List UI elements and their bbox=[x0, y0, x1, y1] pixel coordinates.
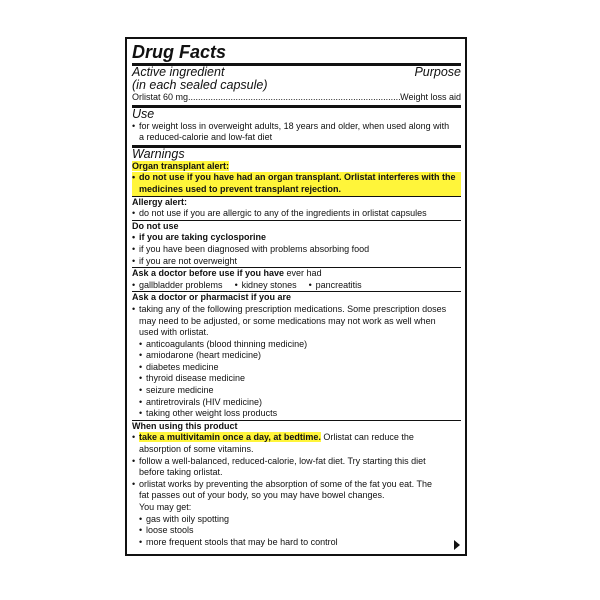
when-using-item-1 bbox=[132, 432, 461, 455]
medication-item: • taking other weight loss products bbox=[132, 408, 461, 420]
allergy-alert-text: • do not use if you are allergic to any of the ingredients in orlistat capsules bbox=[132, 208, 461, 220]
ask-pharmacist-line-2: may need to be adjusted, or some medications may not work as well when bbox=[139, 315, 436, 326]
transplant-alert-heading-text: Organ transplant alert: bbox=[132, 160, 230, 171]
medication-item: • antiretrovirals (HIV medicine) bbox=[132, 397, 461, 409]
ask-doctor-item: • gallbladder problems bbox=[132, 280, 223, 292]
medication-item: • diabetes medicine bbox=[132, 362, 461, 374]
medication-item: • amiodarone (heart medicine) bbox=[132, 350, 461, 362]
diet-line-2: before taking orlistat. bbox=[139, 467, 223, 478]
fat-line-1: orlistat works by preventing the absorption of some of the fat you eat. The bbox=[139, 478, 432, 489]
fat-line-2: fat passes out of your body, so you may have bowel changes. bbox=[139, 490, 385, 501]
do-not-use-item: • if you have been diagnosed with problems absorbing food bbox=[132, 244, 461, 256]
transplant-line-2: medicines used to prevent transplant rejection. bbox=[139, 183, 342, 194]
ask-pharmacist-line-3: used with orlistat. bbox=[139, 327, 209, 338]
use-line-2: a reduced-calorie and low-fat diet bbox=[139, 132, 273, 143]
do-not-use-item: • if you are not overweight bbox=[132, 256, 461, 268]
ingredient-name: Orlistat 60 mg bbox=[132, 92, 189, 102]
medication-item: • anticoagulants (blood thinning medicine) bbox=[132, 339, 461, 351]
when-using-item-3 bbox=[132, 479, 461, 514]
ask-doctor-item: • kidney stones bbox=[235, 280, 297, 292]
use-heading: Use bbox=[132, 106, 155, 121]
use-line-1: for weight loss in overweight adults, 18 years and older, when used along with bbox=[139, 120, 450, 131]
when-using-item-2 bbox=[132, 456, 461, 479]
active-ingredient-header bbox=[132, 66, 461, 92]
use-text bbox=[132, 121, 461, 144]
when-using-heading: When using this product bbox=[132, 420, 238, 431]
ask-doctor-items bbox=[132, 280, 461, 292]
side-effect-item: • loose stools bbox=[132, 525, 461, 537]
ask-pharmacist-text bbox=[132, 304, 461, 339]
when-using-line-2: absorption of some vitamins. bbox=[139, 444, 254, 455]
ask-doctor-heading-rest: ever had bbox=[284, 268, 322, 279]
continue-arrow-icon bbox=[454, 540, 460, 550]
medication-item: • thyroid disease medicine bbox=[132, 373, 461, 385]
transplant-alert-text bbox=[132, 172, 461, 195]
active-ingredient-heading: Active ingredient bbox=[132, 65, 225, 79]
ask-doctor-heading bbox=[132, 268, 461, 280]
fat-line-3: You may get: bbox=[139, 502, 192, 512]
active-ingredient-subheading: (in each sealed capsule) bbox=[132, 78, 268, 92]
medication-item: • seizure medicine bbox=[132, 385, 461, 397]
panel-title: Drug Facts bbox=[132, 42, 227, 62]
side-effect-item: • gas with oily spotting bbox=[132, 514, 461, 526]
ask-pharmacist-heading: Ask a doctor or pharmacist if you are bbox=[132, 292, 292, 303]
diet-line-1: follow a well-balanced, reduced-calorie, low-fat diet. Try starting this diet bbox=[139, 455, 426, 466]
ask-doctor-heading-bold: Ask a doctor before use if you have bbox=[132, 268, 285, 279]
warnings-heading: Warnings bbox=[132, 146, 185, 161]
when-using-line-1-rest: Orlistat can reduce the bbox=[320, 432, 414, 443]
do-not-use-heading: Do not use bbox=[132, 220, 179, 231]
transplant-alert-heading bbox=[132, 161, 461, 173]
multivitamin-highlight: take a multivitamin once a day, at bedtime. bbox=[139, 432, 321, 443]
ask-doctor-item: • pancreatitis bbox=[309, 280, 362, 292]
ingredient-row bbox=[132, 92, 461, 104]
ingredient-purpose: Weight loss aid bbox=[400, 92, 461, 102]
do-not-use-item: • if you are taking cyclosporine bbox=[132, 232, 461, 244]
side-effect-item: • more frequent stools that may be hard to control bbox=[132, 537, 461, 549]
transplant-line-1: do not use if you have had an organ transplant. Orlistat interferes with the bbox=[139, 172, 456, 183]
drug-facts-panel bbox=[125, 37, 467, 556]
allergy-alert-heading: Allergy alert: bbox=[132, 196, 188, 207]
ask-pharmacist-line-1: taking any of the following prescription medications. Some prescription doses bbox=[139, 303, 447, 314]
leader-dots bbox=[188, 92, 400, 104]
purpose-heading: Purpose bbox=[414, 65, 461, 79]
